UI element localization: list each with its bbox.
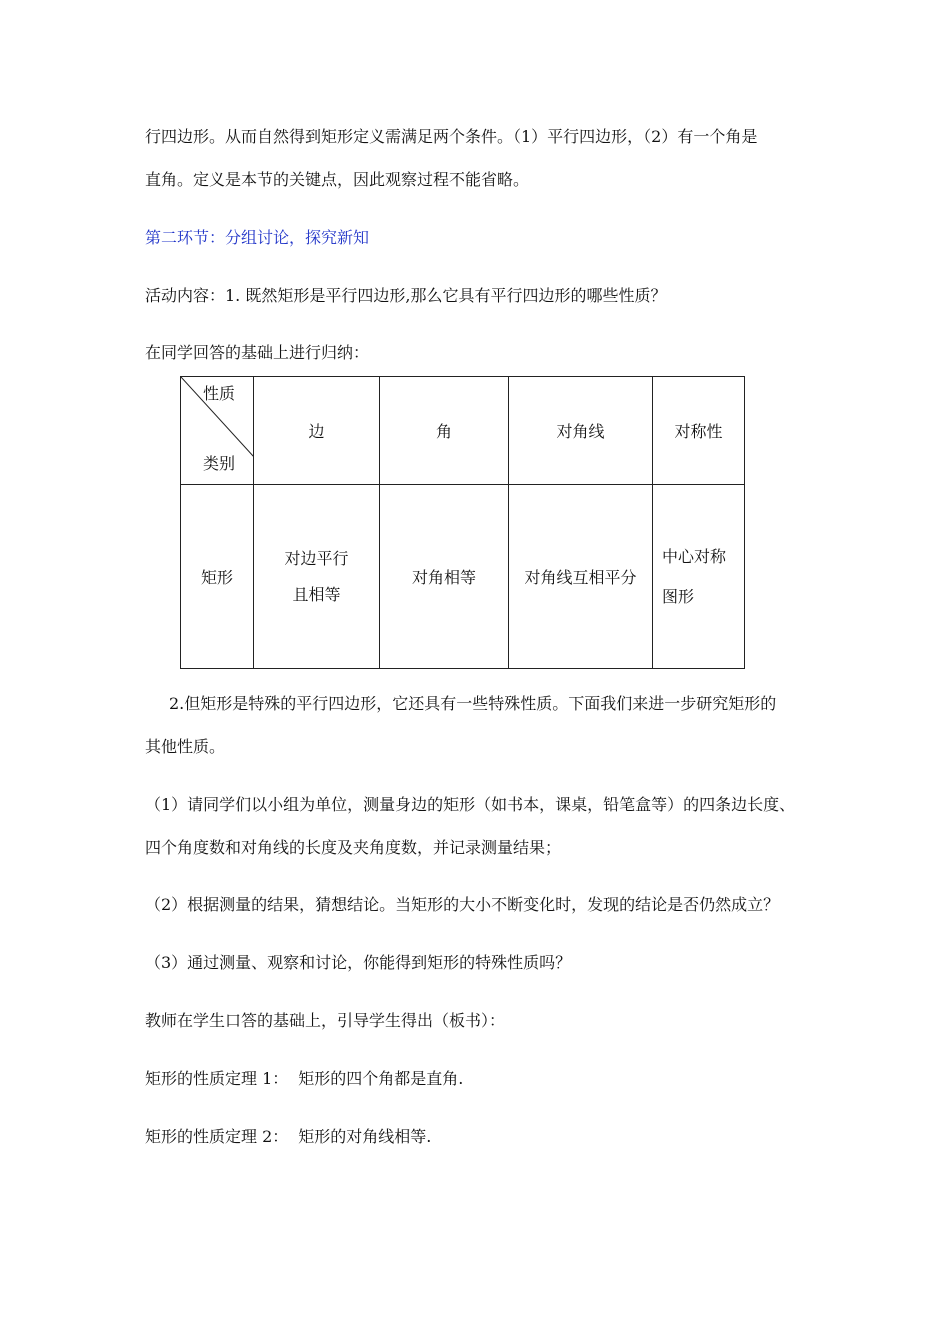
para1-line1: 行四边形。从而自然得到矩形定义需满足两个条件。（1）平行四边形，（2）有一个角是 [145, 127, 758, 146]
properties-table [180, 376, 745, 669]
table-corner-cell [181, 377, 254, 485]
table-row-rectangle [181, 485, 745, 669]
section-heading: 第二环节：分组讨论，探究新知 [145, 228, 370, 247]
cell-side [254, 485, 380, 669]
step-3: （3）通过测量、观察和讨论，你能得到矩形的特殊性质吗？ [145, 953, 572, 972]
cell-side-line1: 对边平行 [284, 548, 349, 568]
activity-question-1: 活动内容：1. 既然矩形是平行四边形,那么它具有平行四边形的哪些性质？ [145, 286, 667, 305]
corner-label-property: 性质 [203, 384, 236, 403]
header-cell-diagonal: 对角线 [509, 377, 653, 485]
cell-symmetry-line1: 中心对称 [662, 546, 727, 566]
theorem-2 [145, 1127, 431, 1147]
step-1-line2: 四个角度数和对角线的长度及夹角度数，并记录测量结果； [145, 838, 562, 857]
step-1-line1: （1）请同学们以小组为单位，测量身边的矩形（如书本，课桌，铅笔盒等）的四条边长度、 [145, 795, 796, 814]
cell-category: 矩形 [181, 485, 254, 669]
step-2: （2）根据测量的结果，猜想结论。当矩形的大小不断变化时，发现的结论是否仍然成立？ [145, 895, 780, 914]
header-cell-angle: 角 [380, 377, 509, 485]
theorem-1-label: 矩形的性质定理 1： [145, 1069, 289, 1088]
cell-symmetry [653, 485, 745, 669]
cell-side-line2: 且相等 [292, 584, 341, 604]
table-header-row [181, 377, 745, 485]
cell-angle: 对角相等 [380, 485, 509, 669]
theorem-1 [145, 1069, 463, 1089]
theorem-2-label: 矩形的性质定理 2： [145, 1127, 289, 1146]
theorem-1-text: 矩形的四个角都是直角. [298, 1069, 464, 1088]
para1-line2: 直角。定义是本节的关键点，因此观察过程不能省略。 [145, 170, 530, 189]
teacher-note: 教师在学生口答的基础上，引导学生得出（板书）： [145, 1011, 506, 1030]
header-cell-side: 边 [254, 377, 380, 485]
header-cell-symmetry: 对称性 [653, 377, 745, 485]
cell-diagonal: 对角线互相平分 [509, 485, 653, 669]
cell-symmetry-line2: 图形 [662, 586, 695, 606]
question-2-line1: 2.但矩形是特殊的平行四边形，它还具有一些特殊性质。下面我们来进一步研究矩形的 [169, 694, 777, 713]
corner-label-category: 类别 [203, 454, 236, 473]
activity-summary: 在同学回答的基础上进行归纳： [145, 343, 370, 362]
theorem-2-text: 矩形的对角线相等. [298, 1127, 432, 1146]
question-2-line2: 其他性质。 [145, 737, 226, 756]
